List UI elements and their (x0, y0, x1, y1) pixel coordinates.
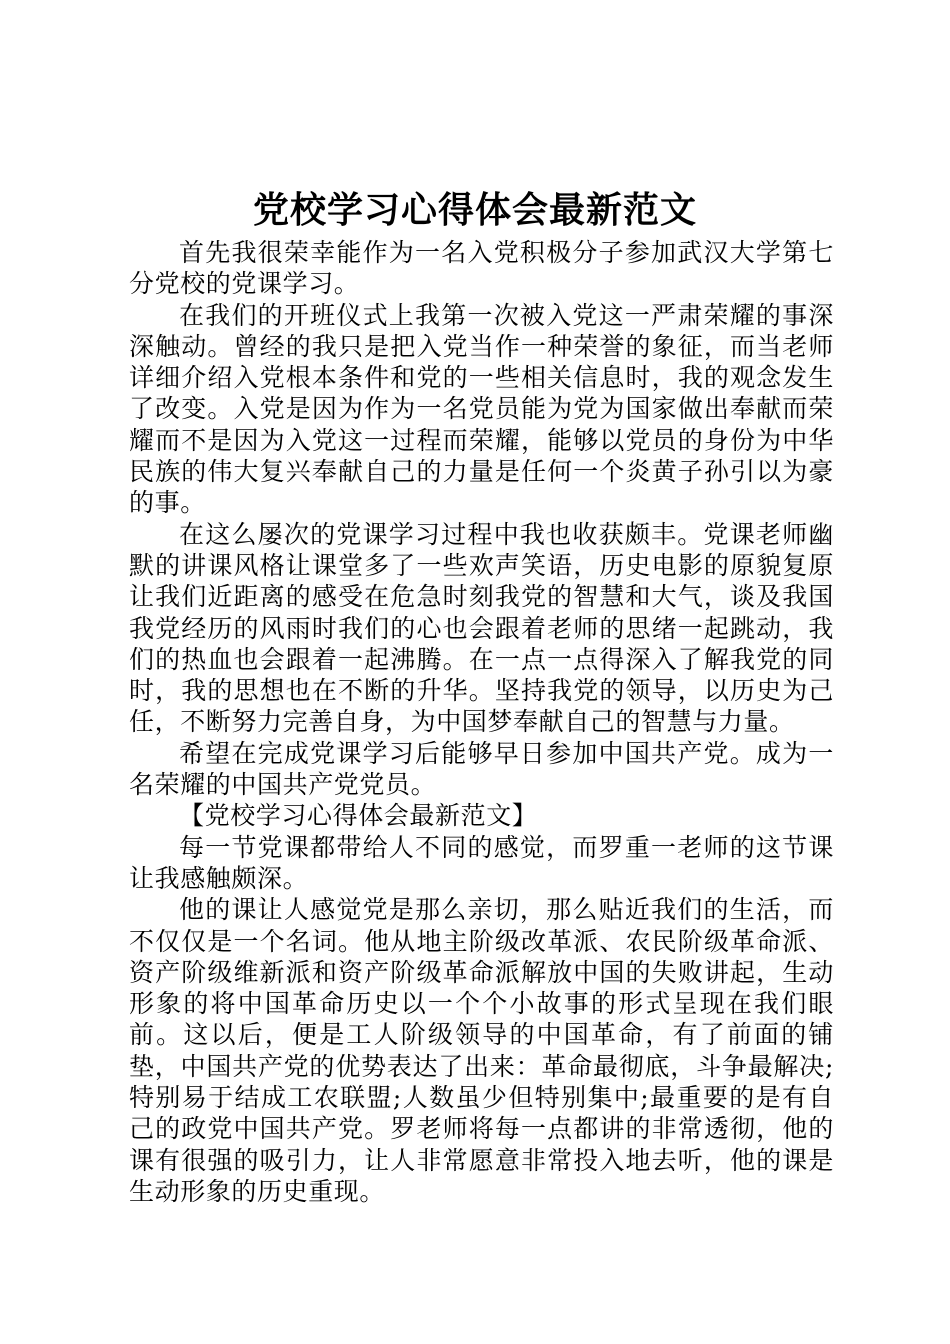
page-title: 党校学习心得体会最新范文 (252, 189, 697, 231)
paragraph: 他的课让人感觉党是那么亲切，那么贴近我们的生活，而不仅仅是一个名词。他从地主阶级改革派、农民阶级革命派、资产阶级维新派和资产阶级革命派解放中国的失败讲起，生动形象的将中国革命历史以一个个小故事的形式呈现在我们眼前。这以后，便是工人阶级领导的中国革命，有了前面的铺垫，中国共产党的优势表达了出来：革命最彻底，斗争最解决;特别易于结成工农联盟;人数虽少但特别集中;最重要的是有自己的政党中国共产党。罗老师将每一点都讲的非常透彻，他的课有很强的吸引力，让人非常愿意非常投入地去听，他的课是生动形象的历史重现。 (129, 895, 834, 1206)
paragraph: 希望在完成党课学习后能够早日参加中国共产党。成为一名荣耀的中国共产党党员。 (129, 738, 834, 800)
document-body (129, 237, 834, 1207)
paragraph: 在这么屡次的党课学习过程中我也收获颇丰。党课老师幽默的讲课风格让课堂多了一些欢声笑语，历史电影的原貌复原让我们近距离的感受在危急时刻我党的智慧和大气，谈及我国我党经历的风雨时我们的心也会跟着老师的思绪一起跳动，我们的热血也会跟着一起沸腾。在一点一点得深入了解我党的同时，我的思想也在不断的升华。坚持我党的领导，以历史为己任，不断努力完善自身，为中国梦奉献自己的智慧与力量。 (129, 519, 834, 737)
paragraph: 在我们的开班仪式上我第一次被入党这一严肃荣耀的事深深触动。曾经的我只是把入党当作一种荣誉的象征，而当老师详细介绍入党根本条件和党的一些相关信息时，我的观念发生了改变。入党是因为作为一名党员能为党为国家做出奉献而荣耀而不是因为入党这一过程而荣耀，能够以党员的身份为中华民族的伟大复兴奉献自己的力量是任何一个炎黄子孙引以为豪的事。 (129, 300, 834, 518)
paragraph: 每一节党课都带给人不同的感觉，而罗重一老师的这节课让我感触颇深。 (129, 832, 834, 893)
section-heading: 【党校学习心得体会最新范文】 (179, 801, 538, 831)
paragraph: 首先我很荣幸能作为一名入党积极分子参加武汉大学第七分党校的党课学习。 (129, 238, 834, 299)
